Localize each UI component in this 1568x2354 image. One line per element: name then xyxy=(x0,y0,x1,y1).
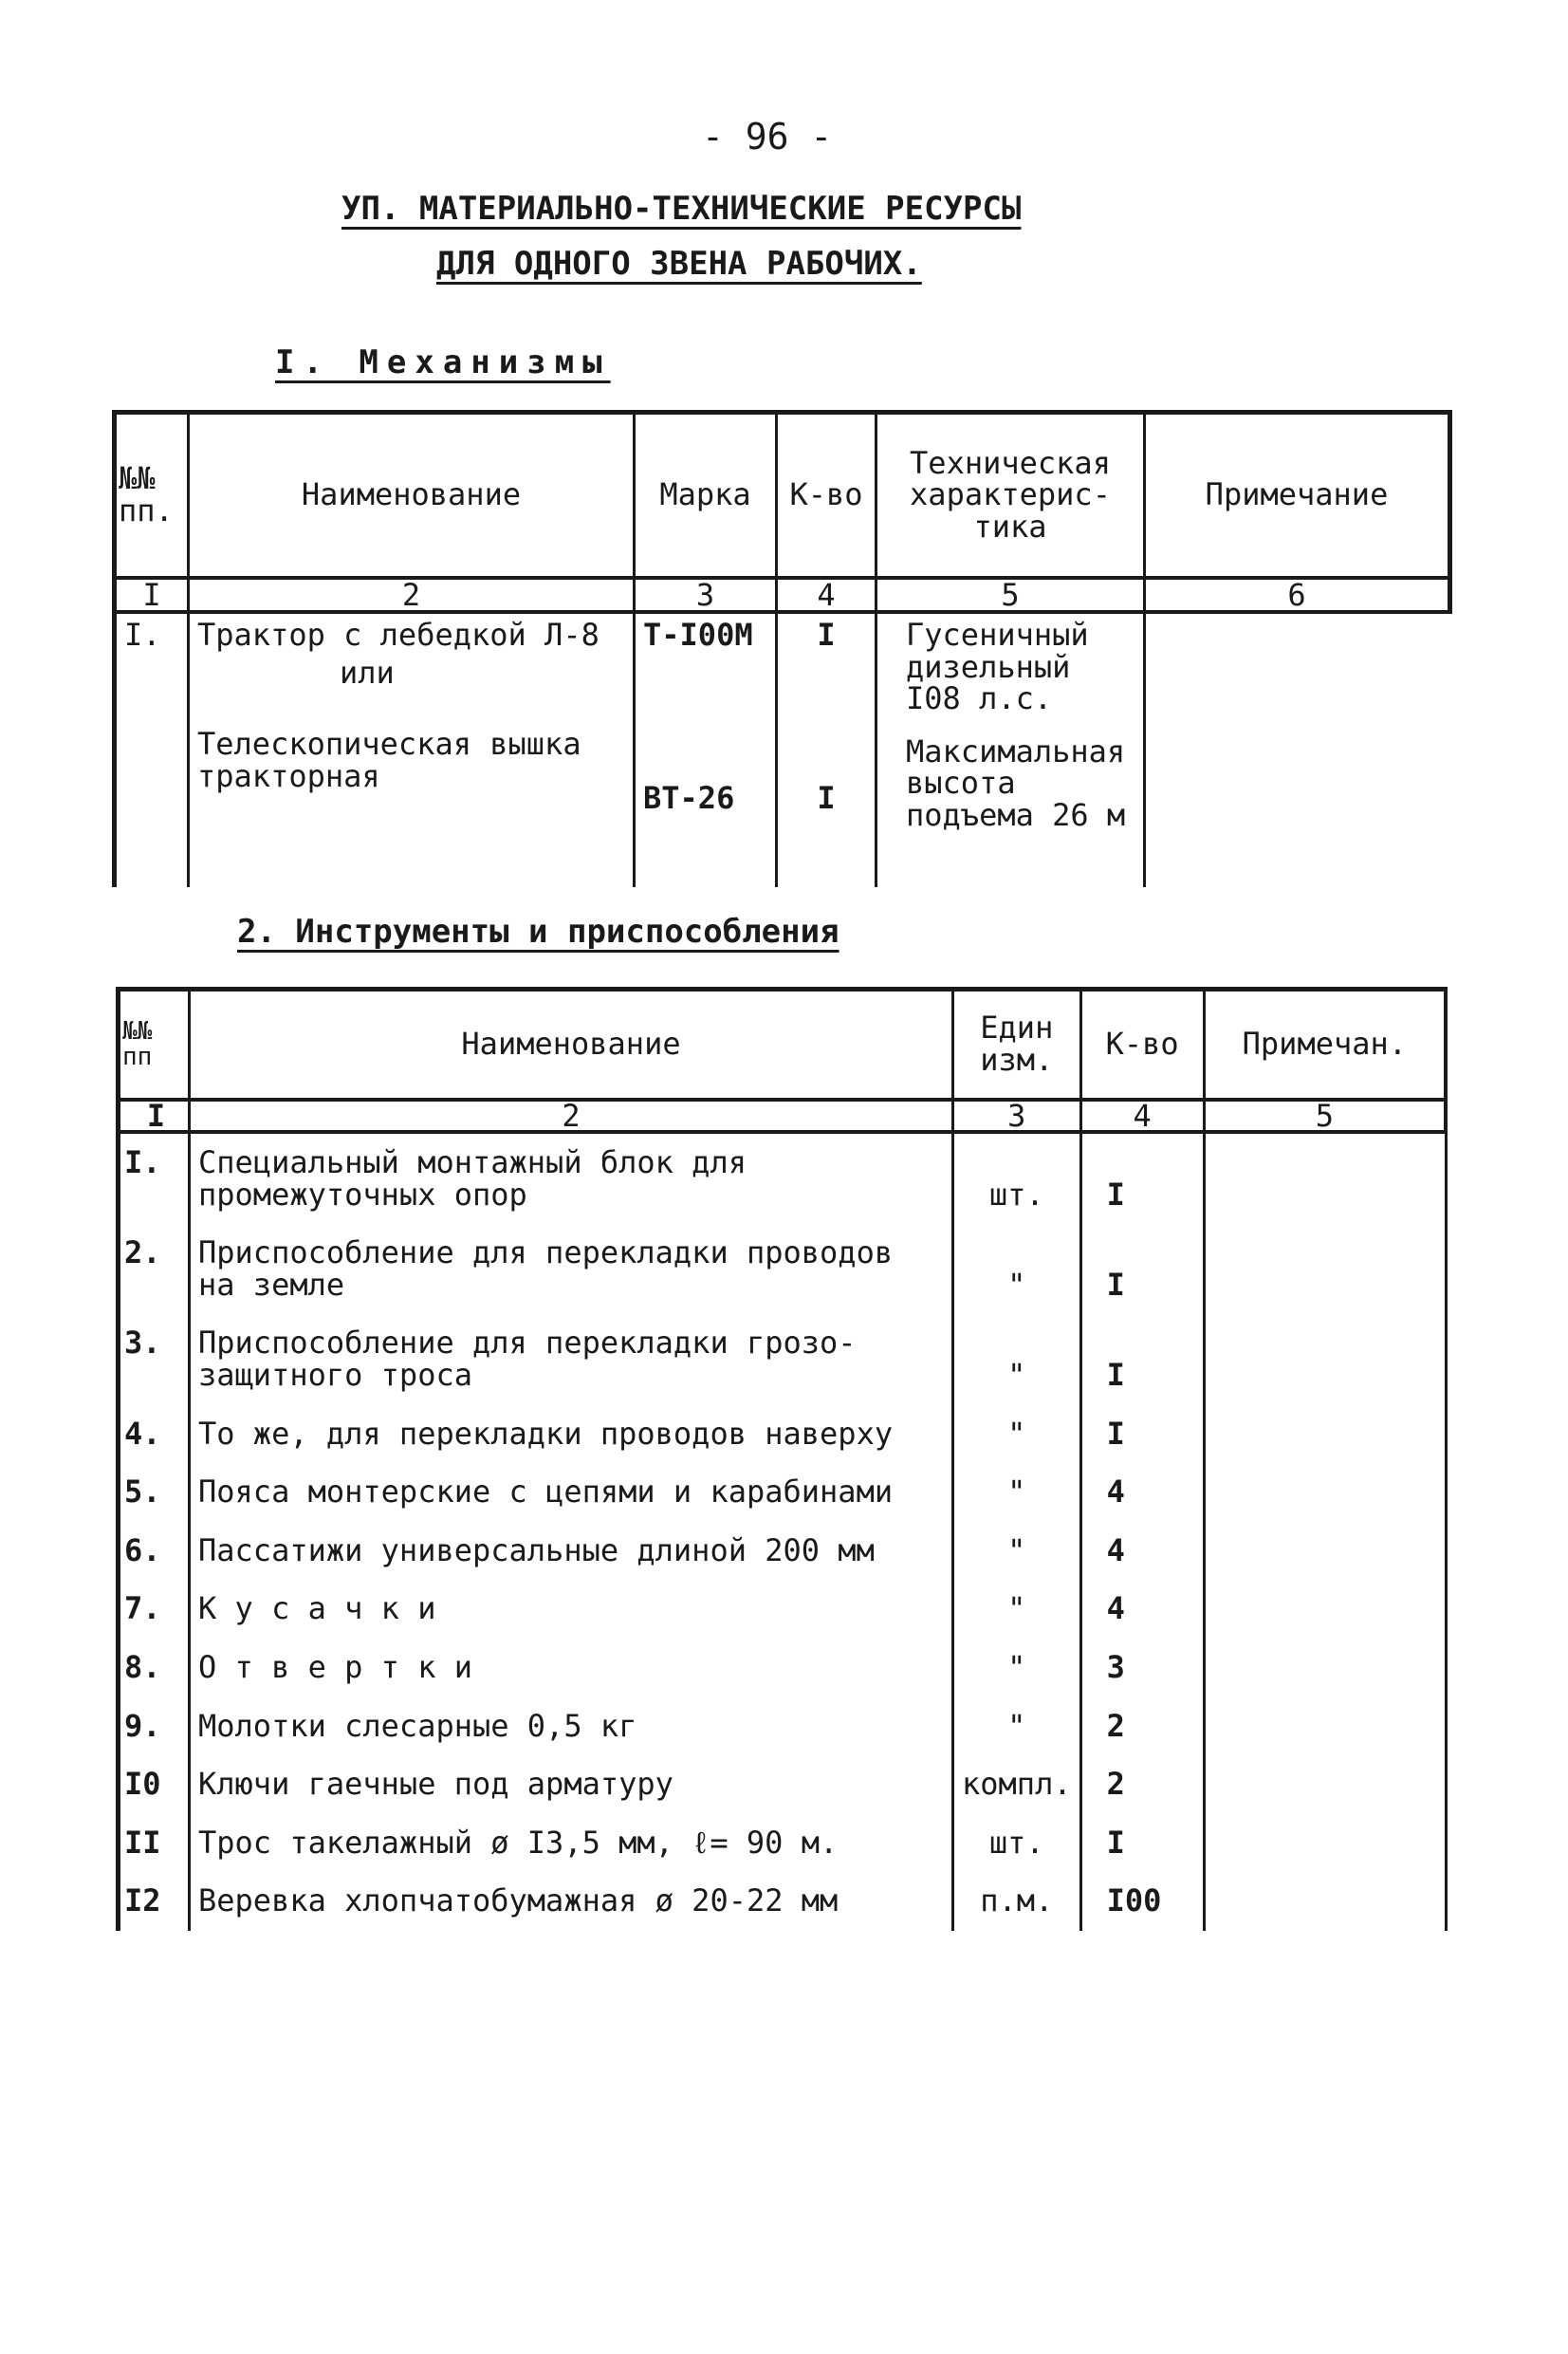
row-name: То же, для перекладки проводов наверху xyxy=(190,1405,953,1464)
row-number: I. xyxy=(119,1132,190,1224)
row-name: Приспособление для перекладки грозо-защитного троса xyxy=(190,1314,953,1404)
row-technical-spec xyxy=(876,612,1145,887)
row-number: 7. xyxy=(119,1580,190,1639)
row-unit: п.м. xyxy=(953,1872,1081,1931)
header-brand: Марка xyxy=(635,413,777,579)
column-number: 4 xyxy=(1080,1100,1204,1132)
section-title-mechanisms: I. Механизмы xyxy=(275,343,611,381)
row-name: Приспособление для перекладки проводов на земле xyxy=(190,1224,953,1314)
row-number: I0 xyxy=(119,1755,190,1814)
table-row xyxy=(115,612,1450,887)
row-unit: компл. xyxy=(953,1755,1081,1814)
item-name-tractor: Трактор с лебедкой Л-8 xyxy=(197,617,600,653)
row-quantity: I xyxy=(1080,1224,1204,1314)
row-note xyxy=(1204,1697,1446,1756)
table-row xyxy=(119,1463,1447,1522)
qty-tractor: I xyxy=(817,617,836,653)
row-quantity: I xyxy=(1080,1405,1204,1464)
table-row xyxy=(119,1872,1447,1931)
row-number: 6. xyxy=(119,1522,190,1581)
brand-tower: ВТ-26 xyxy=(643,779,735,816)
item-name-tower: Телескопическая вышка тракторная xyxy=(197,726,581,794)
table-row xyxy=(119,1697,1447,1756)
row-name: Веревка хлопчатобумажная ø 20-22 мм xyxy=(190,1872,953,1931)
table-row xyxy=(119,1405,1447,1464)
page-number: - 96 - xyxy=(702,116,833,158)
table-row xyxy=(119,1814,1447,1873)
header-name: Наименование xyxy=(190,990,953,1101)
row-note xyxy=(1204,1224,1446,1314)
column-number: 5 xyxy=(1204,1100,1446,1132)
row-quantity: 2 xyxy=(1080,1755,1204,1814)
row-quantity: 3 xyxy=(1080,1639,1204,1697)
row-note xyxy=(1204,1463,1446,1522)
row-note xyxy=(1204,1314,1446,1404)
row-unit: шт. xyxy=(953,1814,1081,1873)
row-quantity: 2 xyxy=(1080,1697,1204,1756)
row-quantity: I xyxy=(1080,1814,1204,1873)
row-quantity: 4 xyxy=(1080,1463,1204,1522)
column-number: 3 xyxy=(635,578,777,612)
row-name: Специальный монтажный блок для промежуточных опор xyxy=(190,1132,953,1224)
table-row xyxy=(119,1522,1447,1581)
tools-table xyxy=(116,987,1448,1931)
column-number: I xyxy=(119,1100,190,1132)
page-title: УП. МАТЕРИАЛЬНО-ТЕХНИЧЕСКИЕ РЕСУРСЫ xyxy=(341,190,1022,228)
header-quantity: К-во xyxy=(777,413,876,579)
header-name: Наименование xyxy=(189,413,635,579)
column-number: 2 xyxy=(190,1100,953,1132)
table-row xyxy=(119,1132,1447,1224)
row-number: 9. xyxy=(119,1697,190,1756)
table-row xyxy=(119,1314,1447,1404)
row-note xyxy=(1204,1132,1446,1224)
row-number: 5. xyxy=(119,1463,190,1522)
header-note: Примечание xyxy=(1145,413,1450,579)
row-quantity: 4 xyxy=(1080,1580,1204,1639)
header-quantity: К-во xyxy=(1080,990,1204,1101)
row-unit: " xyxy=(953,1697,1081,1756)
column-number: 4 xyxy=(777,578,876,612)
row-quantity: I xyxy=(1080,1132,1204,1224)
row-name: Трос такелажный ø I3,5 мм, ℓ= 90 м. xyxy=(190,1814,953,1873)
row-unit: " xyxy=(953,1580,1081,1639)
mechanisms-table xyxy=(112,410,1452,887)
table-row xyxy=(119,1755,1447,1814)
header-note: Примечан. xyxy=(1204,990,1446,1101)
row-note xyxy=(1204,1755,1446,1814)
column-number: 3 xyxy=(953,1100,1081,1132)
row-name xyxy=(189,612,635,887)
section-title-tools: 2. Инструменты и приспособления xyxy=(237,913,839,951)
row-unit: " xyxy=(953,1224,1081,1314)
row-unit: " xyxy=(953,1463,1081,1522)
row-quantity: I xyxy=(1080,1314,1204,1404)
or-label: или xyxy=(340,654,395,691)
header-number: №№ пп xyxy=(119,990,190,1101)
row-note xyxy=(1204,1522,1446,1581)
row-note xyxy=(1204,1872,1446,1931)
row-number: I. xyxy=(115,612,189,887)
row-unit: " xyxy=(953,1522,1081,1581)
table-row xyxy=(119,1639,1447,1697)
page-subtitle: ДЛЯ ОДНОГО ЗВЕНА РАБОЧИХ. xyxy=(436,245,922,283)
row-note xyxy=(1204,1580,1446,1639)
column-number-row xyxy=(115,578,1450,612)
row-number: 8. xyxy=(119,1639,190,1697)
row-number: 4. xyxy=(119,1405,190,1464)
row-note xyxy=(1204,1639,1446,1697)
table-header-row xyxy=(119,990,1447,1101)
row-name: Пояса монтерские с цепями и карабинами xyxy=(190,1463,953,1522)
row-name: Молотки слесарные 0,5 кг xyxy=(190,1697,953,1756)
row-quantity xyxy=(777,612,876,887)
column-number: 5 xyxy=(876,578,1145,612)
column-number-row xyxy=(119,1100,1447,1132)
header-unit: Един изм. xyxy=(953,990,1081,1101)
spec-tractor: Гусеничный дизельный I08 л.с. xyxy=(906,617,1089,717)
row-number: 3. xyxy=(119,1314,190,1404)
column-number: 2 xyxy=(189,578,635,612)
qty-tower: I xyxy=(817,779,836,816)
brand-tractor: Т-I00М xyxy=(643,617,753,653)
table-row xyxy=(119,1580,1447,1639)
row-number: 2. xyxy=(119,1224,190,1314)
row-number: II xyxy=(119,1814,190,1873)
header-number: №№ пп. xyxy=(115,413,189,579)
row-note xyxy=(1145,612,1450,887)
column-number: I xyxy=(115,578,189,612)
row-name: О т в е р т к и xyxy=(190,1639,953,1697)
row-quantity: I00 xyxy=(1080,1872,1204,1931)
row-note xyxy=(1204,1814,1446,1873)
row-number: I2 xyxy=(119,1872,190,1931)
column-number: 6 xyxy=(1145,578,1450,612)
row-brand xyxy=(635,612,777,887)
row-name: Пассатижи универсальные длиной 200 мм xyxy=(190,1522,953,1581)
row-note xyxy=(1204,1405,1446,1464)
header-technical-spec: Техническая характерис-тика xyxy=(876,413,1145,579)
row-unit: " xyxy=(953,1314,1081,1404)
row-unit: " xyxy=(953,1405,1081,1464)
table-header-row xyxy=(115,413,1450,579)
table-row xyxy=(119,1224,1447,1314)
row-unit: шт. xyxy=(953,1132,1081,1224)
row-name: К у с а ч к и xyxy=(190,1580,953,1639)
row-quantity: 4 xyxy=(1080,1522,1204,1581)
row-unit: " xyxy=(953,1639,1081,1697)
row-name: Ключи гаечные под арматуру xyxy=(190,1755,953,1814)
spec-tower: Максимальная высота подъема 26 м xyxy=(906,732,1126,833)
